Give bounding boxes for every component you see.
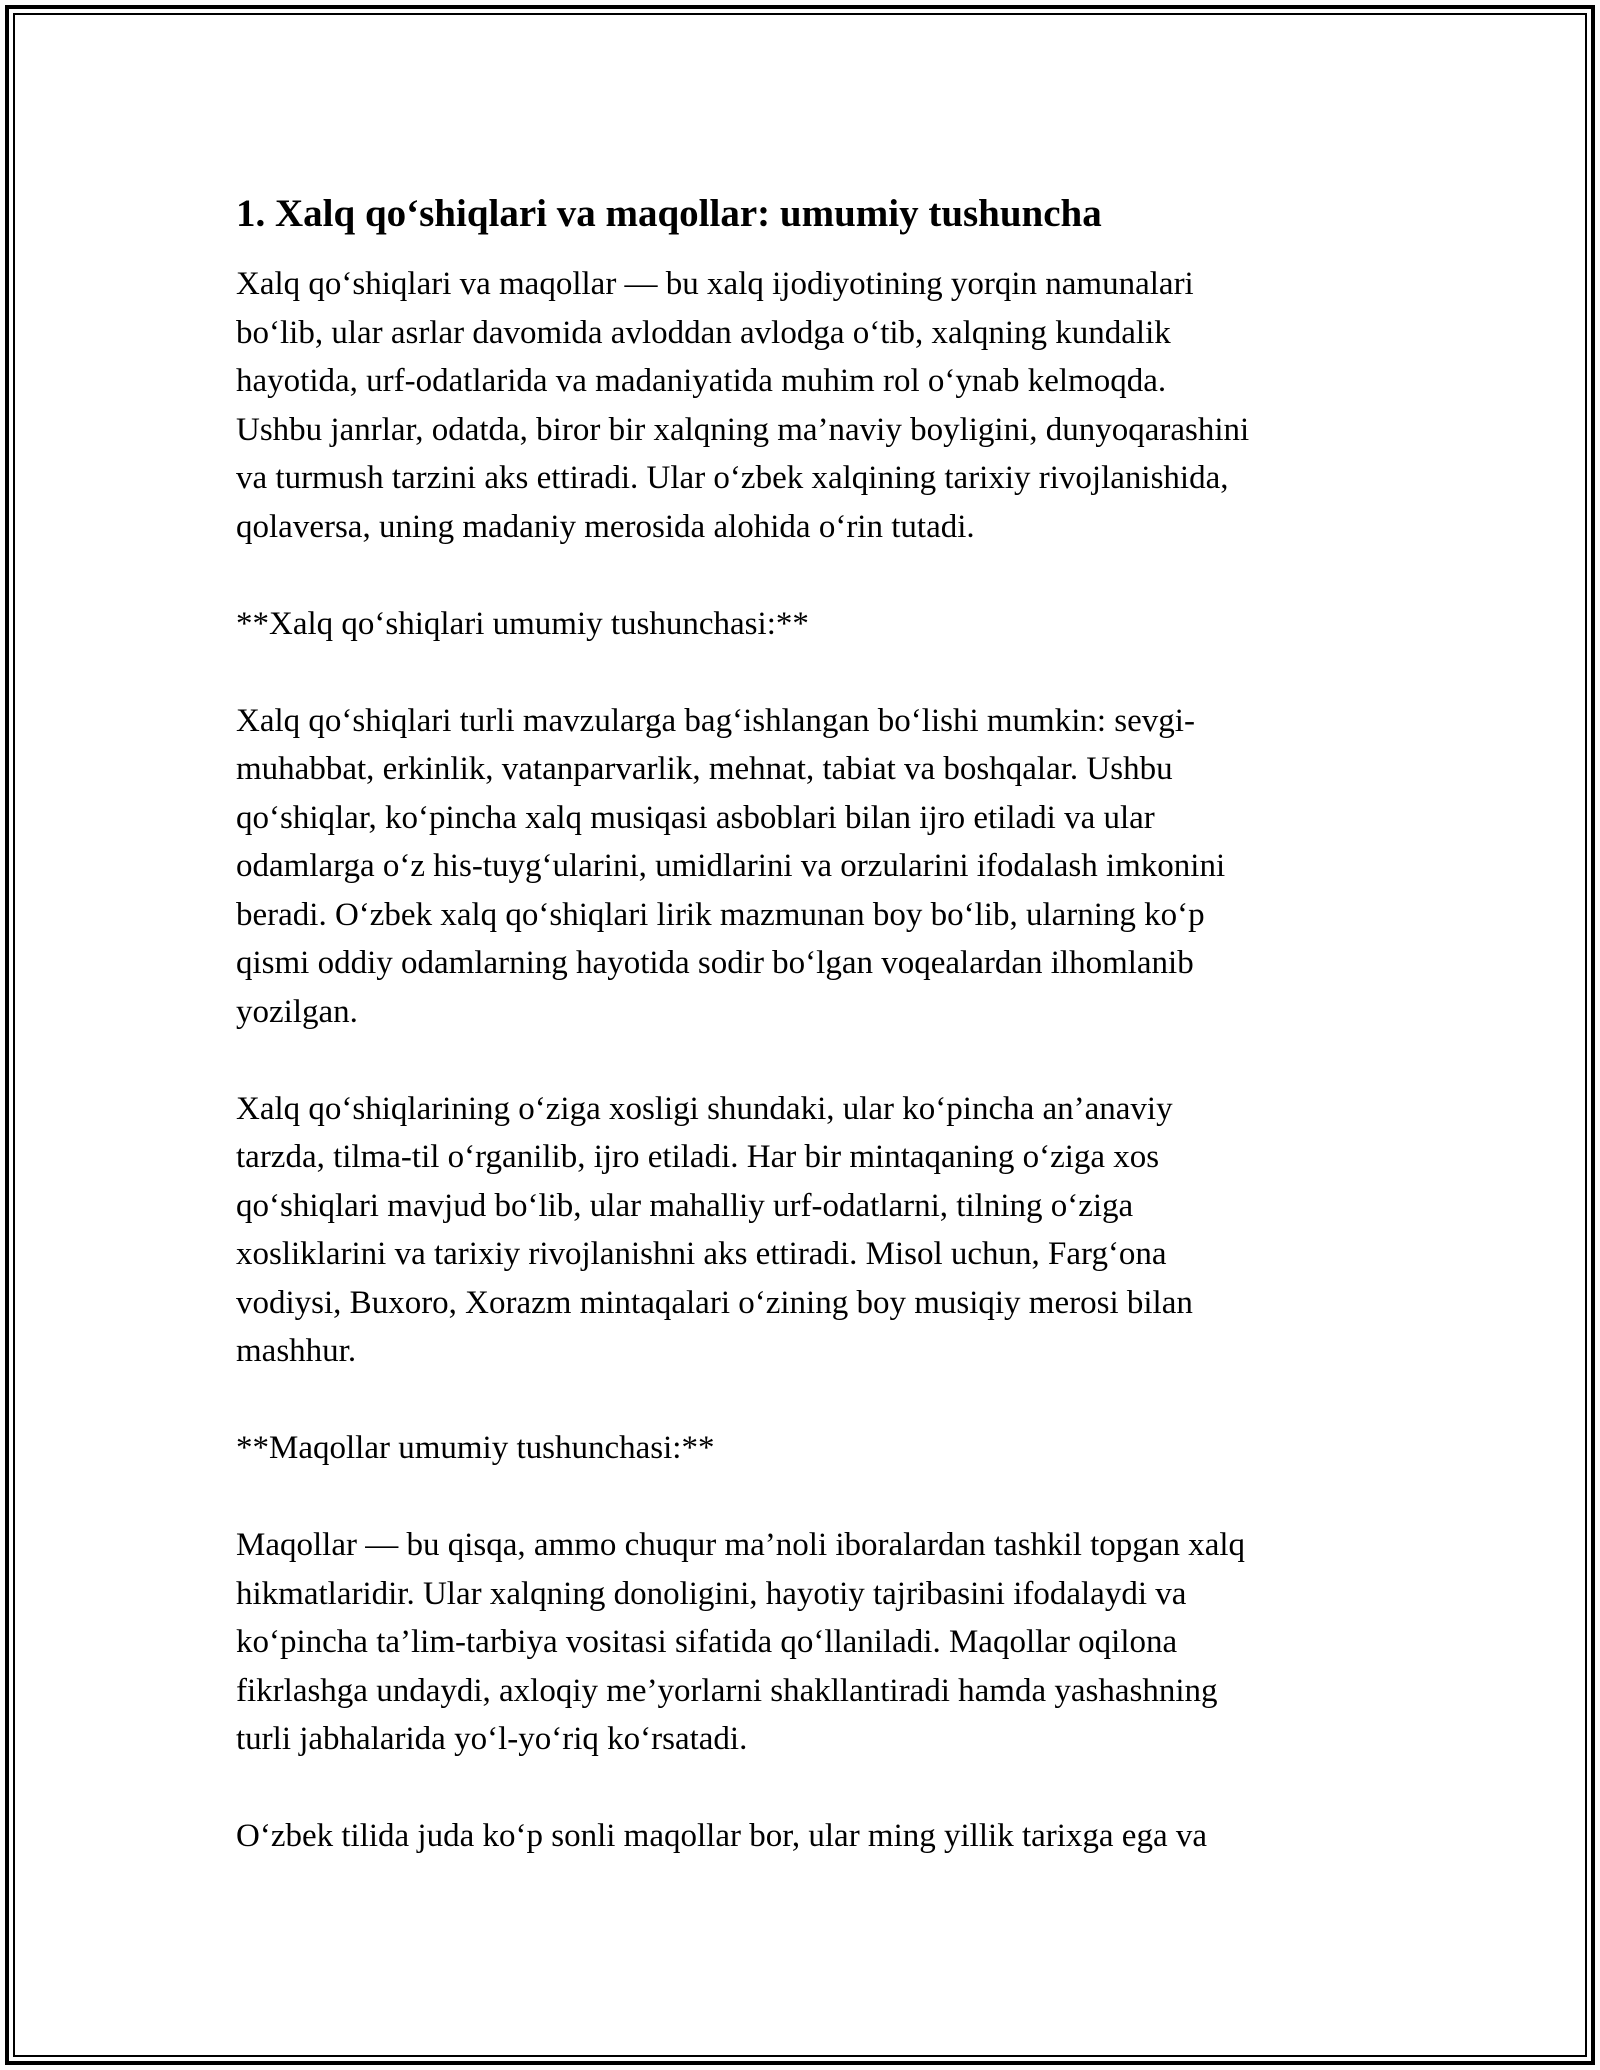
text-line: qo‘shiqlari mavjud bo‘lib, ular mahalliy urf-odatlarni, tilning o‘ziga — [236, 1187, 1134, 1224]
text-line: qo‘shiqlar, ko‘pincha xalq musiqasi asboblari bilan ijro etiladi va ular — [236, 799, 1155, 836]
paragraph-gap — [236, 551, 1396, 600]
section-heading: 1. Xalq qo‘shiqlari va maqollar: umumiy tushuncha — [236, 192, 1102, 235]
paragraph-proverbs-definition — [236, 1521, 1396, 1764]
paragraph-proverbs-uzbek — [236, 1812, 1396, 1861]
text-line: qismi oddiy odamlarning hayotida sodir bo‘lgan voqealardan ilhomlanib — [236, 945, 1194, 981]
paragraph-intro — [236, 260, 1396, 551]
text-line: qolaversa, uning madaniy merosida alohida o‘rin tutadi. — [236, 508, 975, 545]
text-line: tarzda, tilma-til o‘rganilib, ijro etiladi. Har bir mintaqaning o‘ziga xos — [236, 1139, 1160, 1175]
text-line: **Xalq qo‘shiqlari umumiy tushunchasi:** — [236, 605, 809, 642]
text-line: xosliklarini va tarixiy rivojlanishni aks ettiradi. Misol uchun, Farg‘ona — [236, 1236, 1167, 1272]
subheading-proverbs — [236, 1424, 1396, 1473]
text-line: muhabbat, erkinlik, vatanparvarlik, mehnat, tabiat va boshqalar. Ushbu — [236, 751, 1173, 787]
paragraph-gap — [236, 1764, 1396, 1813]
text-line: Xalq qo‘shiqlari va maqollar — bu xalq ijodiyotining yorqin namunalari — [236, 266, 1194, 302]
text-line: mashhur. — [236, 1333, 357, 1369]
paragraph-gap — [236, 648, 1396, 697]
text-line: fikrlashga undaydi, axloqiy me’yorlarni shakllantiradi hamda yashashning — [236, 1672, 1218, 1709]
text-line: Xalq qo‘shiqlari turli mavzularga bag‘ishlangan bo‘lishi mumkin: sevgi- — [236, 702, 1195, 739]
text-line: yozilgan. — [236, 993, 358, 1030]
text-line: bo‘lib, ular asrlar davomida avloddan avlodga o‘tib, xalqning kundalik — [236, 314, 1171, 351]
text-line: ko‘pincha ta’lim-tarbiya vositasi sifatida qo‘llaniladi. Maqollar oqilona — [236, 1624, 1178, 1660]
paragraph-gap — [236, 1036, 1396, 1085]
text-line: Maqollar — bu qisqa, ammo chuqur ma’noli iboralardan tashkil topgan xalq — [236, 1527, 1246, 1563]
paragraph-gap — [236, 1473, 1396, 1522]
text-line: O‘zbek tilida juda ko‘p sonli maqollar bor, ular ming yillik tarixga ega va — [236, 1818, 1208, 1854]
text-line: beradi. O‘zbek xalq qo‘shiqlari lirik mazmunan boy bo‘lib, ularning ko‘p — [236, 896, 1205, 933]
text-line: odamlarga o‘z his-tuyg‘ularini, umidlarini va orzularini ifodalash imkonini — [236, 848, 1226, 884]
text-line: turli jabhalarida yo‘l-yo‘riq ko‘rsatadi. — [236, 1721, 748, 1757]
text-line: vodiysi, Buxoro, Xorazm mintaqalari o‘zining boy musiqiy merosi bilan — [236, 1284, 1193, 1321]
text-line: Xalq qo‘shiqlarining o‘ziga xosligi shundaki, ular ko‘pincha an’anaviy — [236, 1090, 1173, 1127]
text-line: Ushbu janrlar, odatda, biror bir xalqning ma’naviy boyligini, dunyoqarashini — [236, 411, 1250, 448]
text-line: **Maqollar umumiy tushunchasi:** — [236, 1430, 715, 1466]
paragraph-gap — [236, 1376, 1396, 1425]
paragraph-songs-regions — [236, 1085, 1396, 1376]
text-line: va turmush tarzini aks ettiradi. Ular o‘zbek xalqining tarixiy rivojlanishida, — [236, 460, 1229, 496]
text-line: hayotida, urf-odatlarida va madaniyatida muhim rol o‘ynab kelmoqda. — [236, 363, 1167, 399]
text-line: hikmatlaridir. Ular xalqning donoligini, hayotiy tajribasini ifodalaydi va — [236, 1575, 1187, 1612]
subheading-songs — [236, 600, 1396, 649]
document-body — [236, 188, 1396, 1861]
paragraph-songs-themes — [236, 697, 1396, 1037]
